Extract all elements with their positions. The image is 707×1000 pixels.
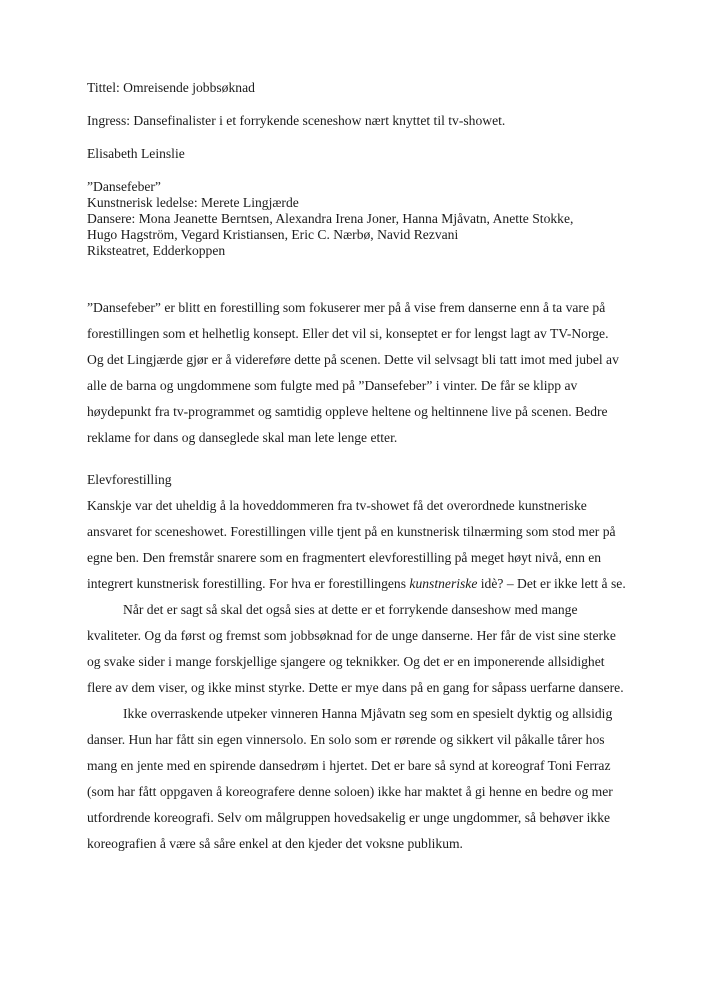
credit-show-title: ”Dansefeber”	[87, 179, 161, 194]
paragraph-elevforestilling-tail: idè? – Det er ikke lett å se.	[477, 576, 626, 591]
paragraph-elevforestilling	[87, 493, 627, 597]
paragraph-intro: ”Dansefeber” er blitt en forestilling som fokuserer mer på å vise frem danserne enn å ta vare på forestillingen som et helhetlig konsept. Eller det vil si, konseptet er for lengst lagt av TV-Norge. Og det Lingjærde gjør er å videreføre dette på scenen. Dette vil selvsagt bli tatt imot med jubel av alle de barna og ungdommene som fulgte med på ”Dansefeber” i vinter. De får se klipp av høydepunkt fra tv-programmet og samtidig oppleve heltene og heltinnene live på scenen. Bedre reklame for dans og danseglede skal man lete lenge etter.	[87, 300, 619, 445]
paragraph-vinnersolo: Ikke overraskende utpeker vinneren Hanna Mjåvatn seg som en spesielt dyktig og allsidig danser. Hun har fått sin egen vinnersolo. En solo som er rørende og sikkert vil påkalle tårer hos mang en jente med en spirende dansedrøm i hjertet. Det er bare så synd at koreograf Toni Ferraz (som har fått oppgaven å koreografere denne soloen) ikke har maktet å gi henne en bedre og mer utfordrende koreografi. Selv om målgruppen hovedsakelig er unge ungdommer, så behøver ikke koreografien å være så såre enkel at den kjeder det voksne publikum.	[87, 706, 613, 851]
credit-dancers-line2: Hugo Hagström, Vegard Kristiansen, Eric C. Nærbø, Navid Rezvani	[87, 227, 459, 242]
credit-venue: Riksteatret, Edderkoppen	[87, 243, 226, 258]
credits-block	[87, 179, 627, 259]
paragraph-kvaliteter: Når det er sagt så skal det også sies at dette er et forrykende danseshow med mange kvaliteter. Og da først og fremst som jobbsøknad for de unge danserne. Her får de vist sine sterke og svake sider i mange forskjellige sjangere og teknikker. Og det er en imponerende allsidighet flere av dem viser, og ikke minst styrke. Dette er mye dans på en gang for såpass uerfarne dansere.	[87, 602, 624, 695]
paragraph-elevforestilling-text: Kanskje var det uheldig å la hoveddommeren fra tv-showet få det overordnede kunstneriske ansvaret for sceneshowet. Forestillingen ville tjent på en kunstnerisk tilnærming som stod mer på egne ben. Den fremstår snarere som en fragmentert elevforestilling på meget høyt nivå, enn en integrert kunstnerisk forestilling. For hva er forestillingens	[87, 498, 616, 591]
article-body	[87, 295, 627, 857]
author-line: Elisabeth Leinslie	[87, 146, 185, 161]
credit-dancers-line1: Dansere: Mona Jeanette Berntsen, Alexandra Irena Joner, Hanna Mjåvatn, Anette Stokke,	[87, 211, 574, 226]
section-heading-elevforestilling: Elevforestilling	[87, 472, 172, 487]
ingress-line: Ingress: Dansefinalister i et forrykende sceneshow nært knyttet til tv-showet.	[87, 113, 506, 128]
document-title-line: Tittel: Omreisende jobbsøknad	[87, 80, 255, 95]
credit-artistic-direction: Kunstnerisk ledelse: Merete Lingjærde	[87, 195, 299, 210]
italic-word-kunstneriske: kunstneriske	[409, 576, 478, 591]
